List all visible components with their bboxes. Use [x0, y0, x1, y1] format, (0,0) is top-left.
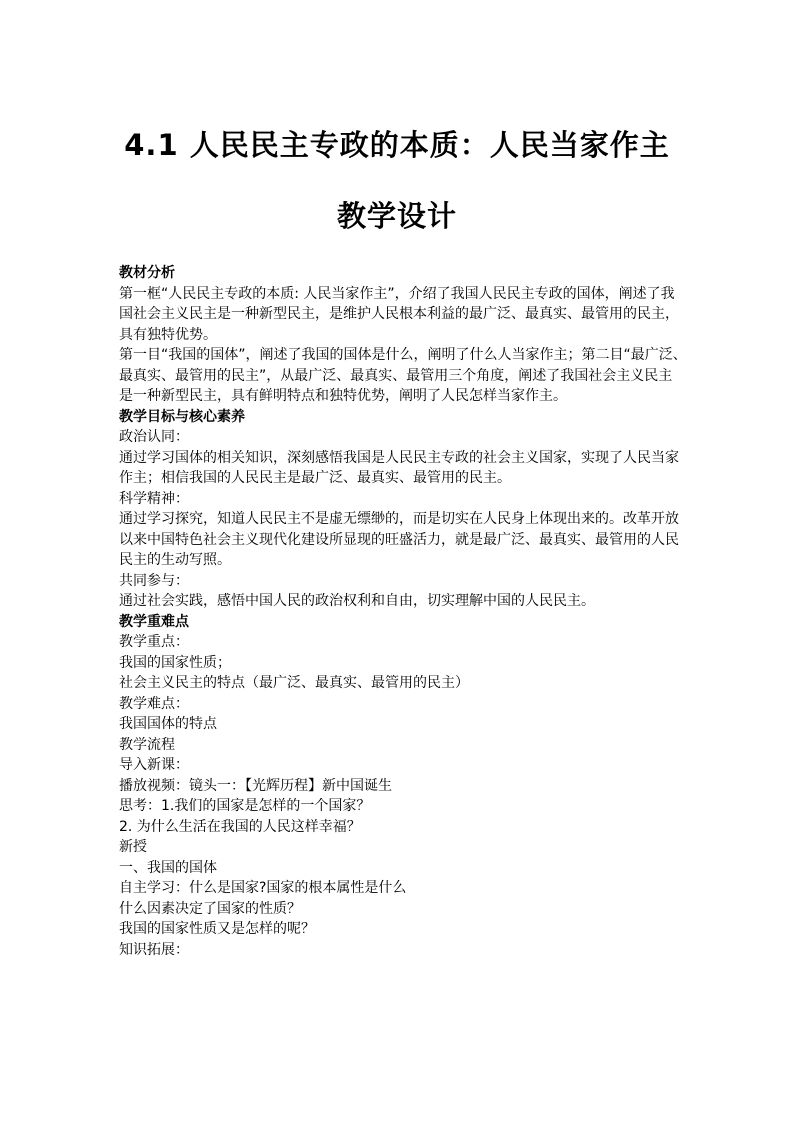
body-text-line: 科学精神：	[119, 490, 189, 507]
document-title-line-2: 教学设计	[336, 199, 457, 233]
body-text-line: 教学难点：	[119, 695, 189, 712]
section-heading: 教材分析	[119, 265, 175, 281]
body-text-line: 是一种新型民主，具有鲜明特点和独特优势，阐明了人民怎样当家作主。	[119, 388, 567, 404]
document-title-line-1: 4.1 人民民主专政的本质：人民当家作主	[124, 128, 670, 162]
body-text-line: 自主学习：什么是国家?国家的根本属性是什么	[119, 880, 407, 896]
body-text-line: 我国的国家性质又是怎样的呢？	[119, 921, 315, 937]
body-text-line: 通过学习探究，知道人民民主不是虚无缥缈的，而是切实在人民身上体现出来的。改革开放	[119, 511, 679, 527]
body-text-line: 一、我国的国体	[119, 859, 217, 876]
body-text-line: 什么因素决定了国家的性质？	[119, 900, 301, 917]
body-text-line: 最真实、最管用的民主”，从最广泛、最真实、最管用三个角度，阐述了我国社会主义民主	[119, 367, 673, 384]
section-heading: 教学目标与核心素养	[119, 408, 245, 425]
body-text-line: 国社会主义民主是一种新型民主，是维护人民根本利益的最广泛、最真实、最管用的民主，	[119, 306, 679, 322]
body-text-line: 我国国体的特点	[119, 716, 217, 732]
document-body	[119, 263, 687, 960]
body-text-line: 我国的国家性质；	[119, 654, 231, 671]
body-text-line: 政治认同：	[119, 429, 189, 445]
body-text-line: 教学流程	[119, 736, 175, 753]
body-text-line: 播放视频：镜头一：【光辉历程】新中国诞生	[119, 777, 392, 794]
body-text-line: 作主；相信我国的人民民主是最广泛、最真实、最管用的民主。	[119, 470, 511, 486]
body-text-line: 具有独特优势。	[119, 326, 217, 343]
body-text-line: 社会主义民主的特点（最广泛、最真实、最管用的民主）	[119, 675, 469, 691]
body-text-line: 第一目“我国的国体”，阐述了我国的国体是什么，阐明了什么人当家作主；第二目“最广泛、	[119, 347, 687, 363]
body-text-line: 教学重点：	[119, 634, 189, 650]
body-text-line: 民主的生动写照。	[119, 552, 231, 568]
body-text-line: 通过社会实践，感悟中国人民的政治权利和自由，切实理解中国的人民民主。	[119, 593, 595, 609]
body-text-line: 第一框“人民民主专政的本质: 人民当家作主”，介绍了我国人民民主专政的国体，阐述了我	[119, 285, 675, 302]
body-text-line: 思考：1.我们的国家是怎样的一个国家？	[119, 798, 371, 814]
body-text-line: 2. 为什么生活在我国的人民这样幸福？	[119, 818, 361, 835]
body-text-line: 通过学习国体的相关知识，深刻感悟我国是人民民主专政的社会主义国家，实现了人民当家	[119, 449, 679, 466]
body-text-line: 导入新课：	[119, 757, 189, 773]
body-text-line: 共同参与：	[119, 572, 189, 589]
body-text-line: 新授	[119, 839, 147, 855]
body-text-line: 以来中国特色社会主义现代化建设所显现的旺盛活力，就是最广泛、最真实、最管用的人民	[119, 531, 679, 548]
section-heading: 教学重难点	[119, 613, 189, 630]
body-text-line: 知识拓展：	[119, 941, 189, 958]
